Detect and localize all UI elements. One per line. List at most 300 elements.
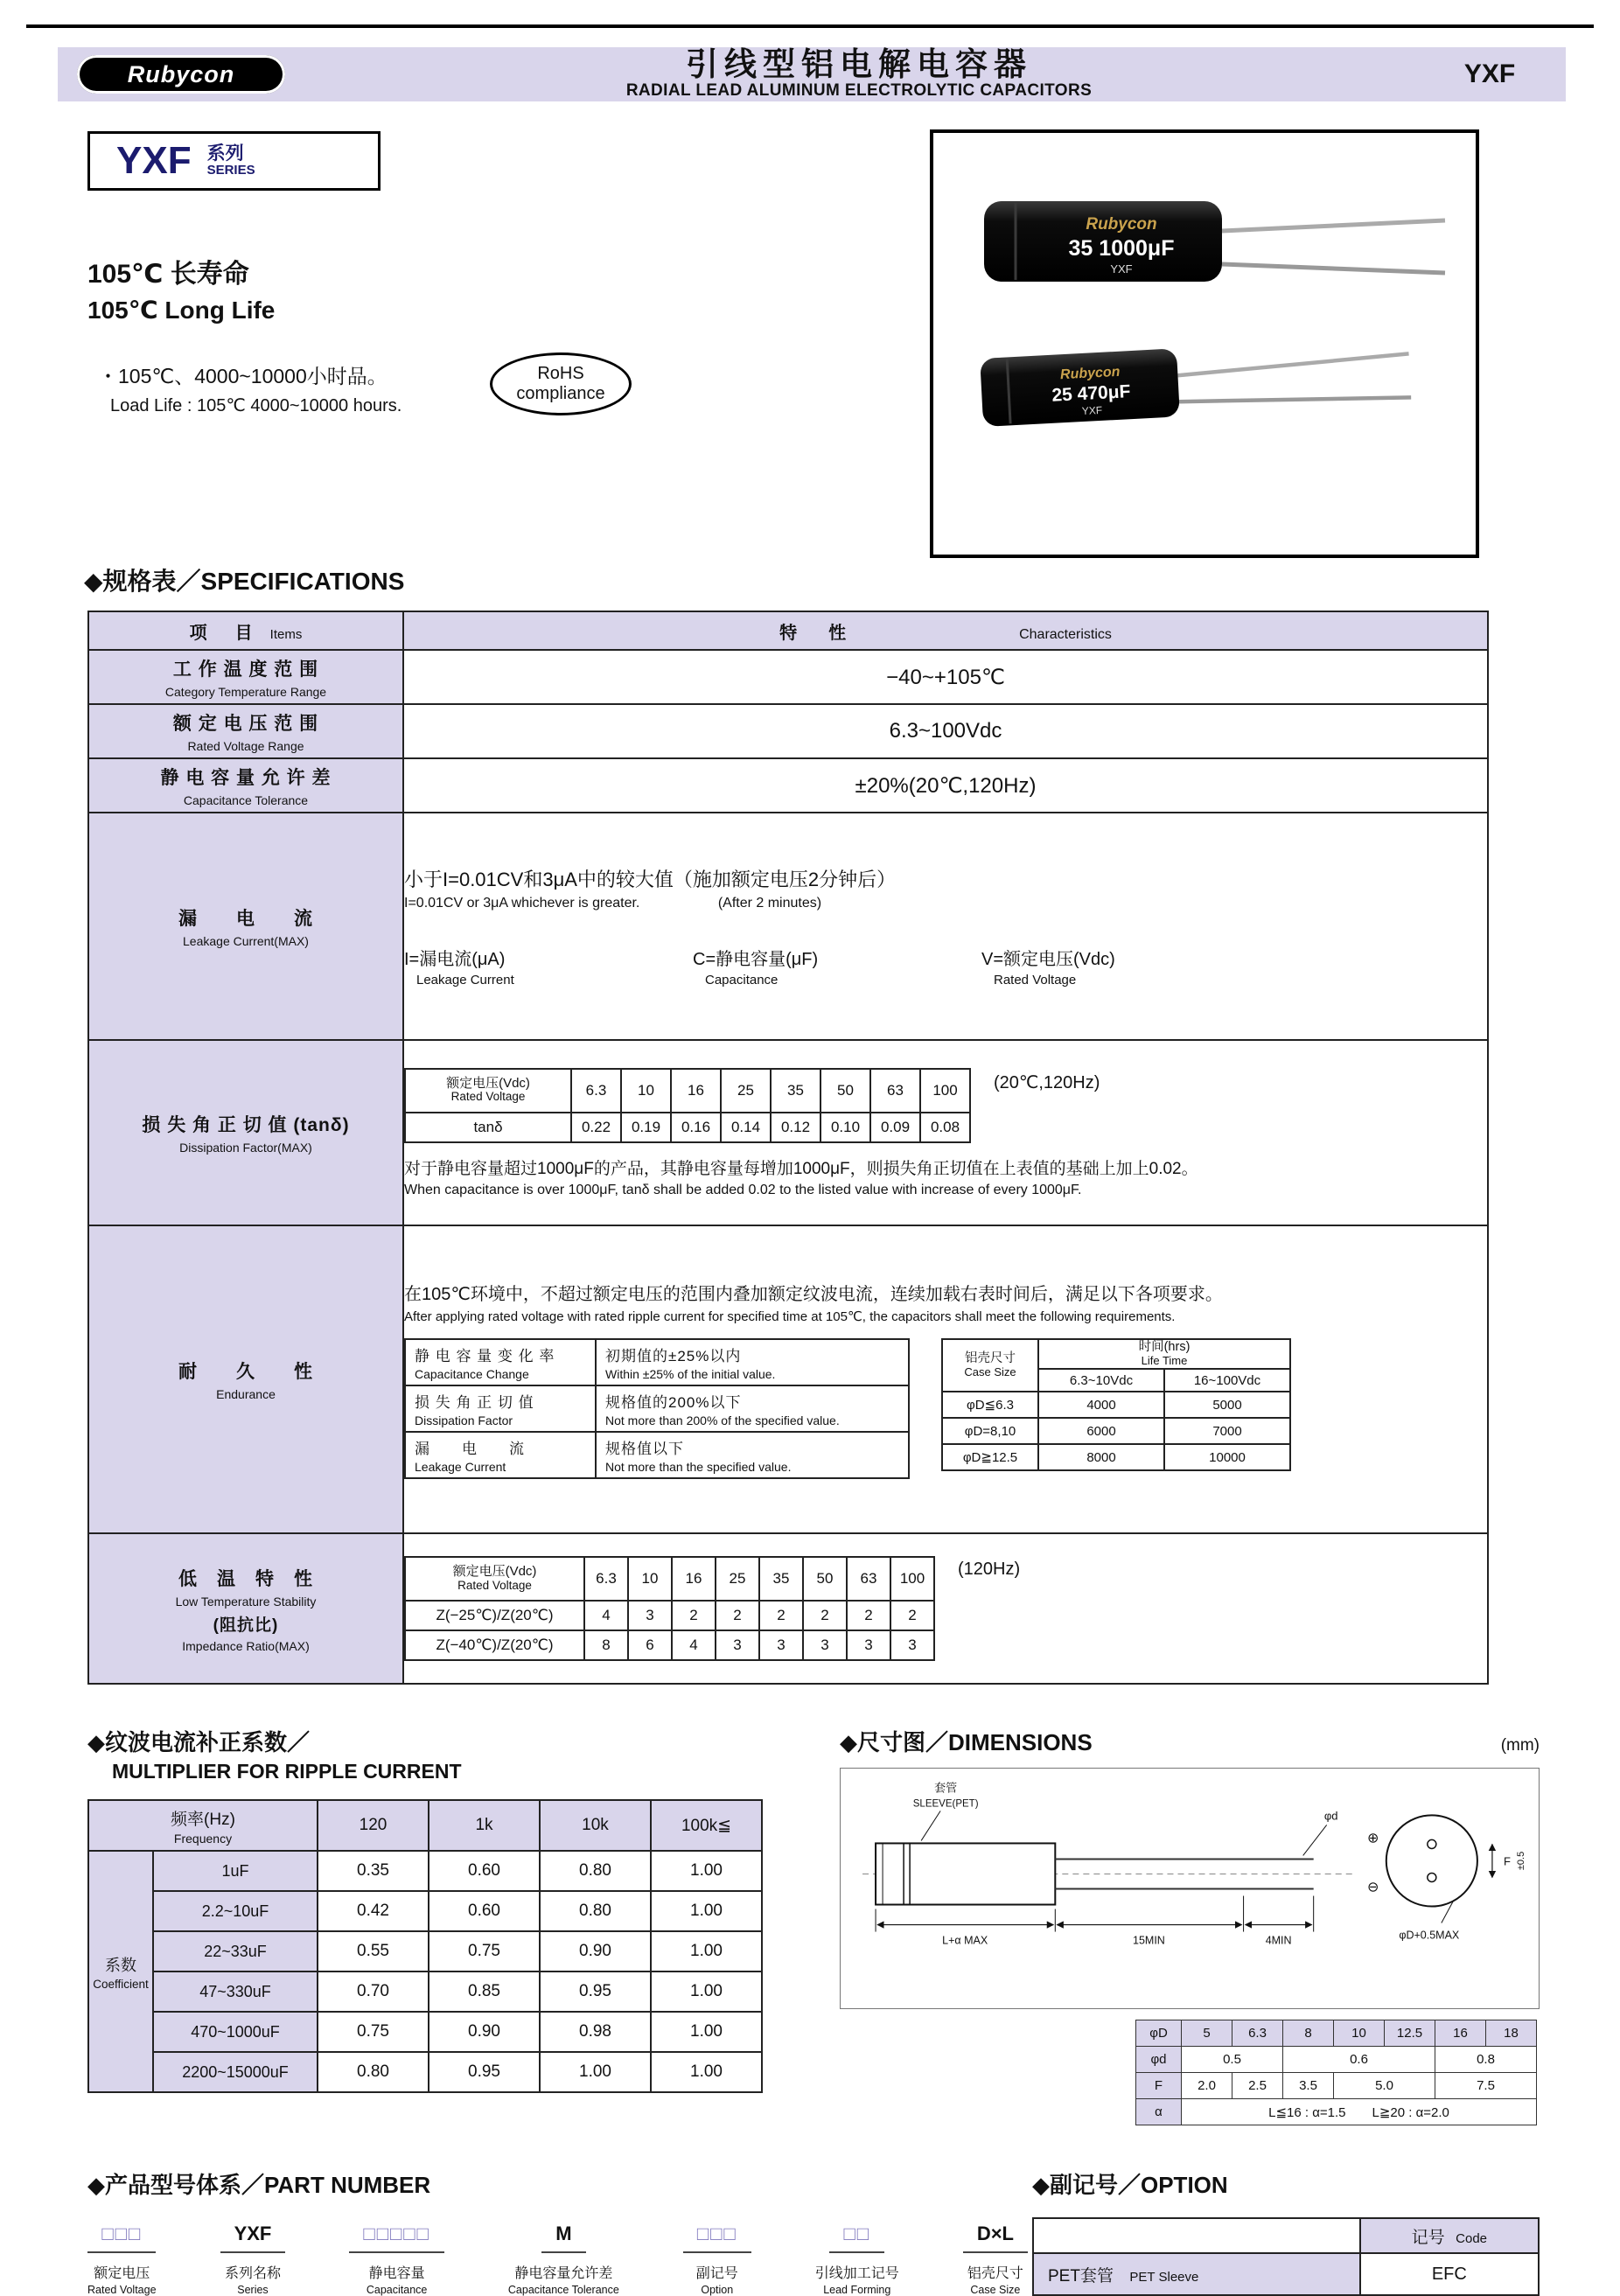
series-name: YXF (116, 139, 192, 182)
diameter-value: 18 (1486, 2020, 1537, 2047)
multiplier-value: 1.00 (651, 1931, 762, 1971)
item-label-en: Dissipation Factor(MAX) (179, 1141, 312, 1155)
option-code-value: EFC (1360, 2253, 1539, 2295)
impedance-table (404, 1556, 935, 1661)
lead-hole-positive (1428, 1839, 1436, 1848)
endurance-intro-en: After applying rated voltage with rated ripple current for specified time at 105℃, the capacitors shall meet the following requirements. (404, 1309, 1176, 1324)
header (58, 47, 1566, 101)
rohs-line2: compliance (516, 384, 605, 403)
cap2-rating: 25 470μF (1051, 381, 1131, 406)
z25-value: 2 (803, 1601, 847, 1630)
segment-code: D×L (963, 2223, 1028, 2253)
series-label-cn: 系列 (206, 143, 244, 164)
multiplier-value: 0.98 (540, 2012, 651, 2052)
criteria-cn: 漏 电 流 (415, 1441, 525, 1457)
table-row (942, 1392, 1290, 1418)
segment-code: □□□□□ (349, 2223, 443, 2253)
rated-voltage-cn: 额定电压(Vdc) (452, 1564, 537, 1580)
legend-current-cn: I=漏电流(μA) (404, 950, 506, 969)
multiplier-value: 0.75 (318, 2012, 429, 2052)
z25-value: 2 (716, 1601, 759, 1630)
criteria-en: Capacitance Change (415, 1367, 529, 1381)
page-title-en: RADIAL LEAD ALUMINUM ELECTROLYTIC CAPACITORS (625, 81, 1093, 101)
life-block (87, 252, 275, 325)
frequency-col: 10k (540, 1800, 651, 1851)
tan-delta-label: tanδ (405, 1113, 571, 1142)
lead-dia-label: φd (1136, 2047, 1182, 2073)
capacitor-photo (933, 133, 1476, 555)
lead-dia-value: 0.5 (1182, 2047, 1283, 2073)
criteria-label (405, 1432, 596, 1478)
rated-voltage-en: Rated Voltage (457, 1578, 532, 1592)
alpha-label: α (1136, 2099, 1182, 2125)
spec-item-voltage (88, 704, 403, 758)
z25-value: 2 (890, 1601, 934, 1630)
criteria-value-en: Not more than 200% of the specified value. (605, 1413, 840, 1427)
spec-value-temperature: −40~+105℃ (403, 650, 1488, 704)
criteria-label (405, 1385, 596, 1432)
multiplier-value: 0.60 (429, 1891, 540, 1931)
item-label-cn: 低 温 特 性 (178, 1568, 313, 1589)
part-number-heading: ◆产品型号体系／PART NUMBER (87, 2172, 431, 2198)
tan-value: 0.14 (721, 1113, 771, 1142)
segment-label-cn: 副记号 (695, 2266, 738, 2281)
part-number-section (87, 2167, 1028, 2296)
life-hours: 4000 (1038, 1392, 1164, 1418)
legend-voltage-cn: V=额定电压(Vdc) (981, 950, 1115, 969)
pitch-value: 7.5 (1435, 2073, 1537, 2099)
segment-code: YXF (220, 2223, 286, 2253)
z40-value: 3 (803, 1630, 847, 1660)
cap1-lead-bottom (1222, 264, 1445, 273)
sleeve-label-en: SLEEVE(PET) (912, 1798, 979, 1810)
legend-capacitance-cn: C=静电容量(μF) (693, 950, 819, 969)
diameter-value: 10 (1334, 2020, 1385, 2047)
voltage-col: 10 (628, 1557, 672, 1601)
frequency-header (88, 1800, 318, 1851)
sleeve-cn: PET套管 (1048, 2266, 1114, 2286)
lead-hole-negative (1428, 1873, 1436, 1881)
option-sleeve-cell (1033, 2253, 1360, 2295)
dissipation-note-cn: 对于静电容量超过1000μF的产品，其静电容量每增加1000μF，则损失角正切值在上表值的基础上加上0.02。 (404, 1159, 1198, 1178)
sleeve-label-cn: 套管 (934, 1781, 958, 1795)
criteria-value-cn: 规格值以下 (605, 1441, 684, 1457)
coefficient-cn: 系数 (105, 1956, 136, 1974)
dimensions-diagram-box (840, 1768, 1540, 2009)
z40-value: 6 (628, 1630, 672, 1660)
tan-value: 0.22 (571, 1113, 621, 1142)
min4-label: 4MIN (1265, 1934, 1292, 1947)
alpha-value: L≦16 : α=1.5 L≧20 : α=2.0 (1182, 2099, 1537, 2125)
segment-label-cn: 铝壳尺寸 (967, 2266, 1023, 2281)
lead-diameter-label: φd (1323, 1809, 1338, 1823)
z40-value: 3 (847, 1630, 890, 1660)
legend-current (404, 945, 693, 987)
table-row (1033, 2218, 1539, 2253)
segment-series (220, 2223, 286, 2296)
z40-label: Z(−40℃)/Z(20℃) (405, 1630, 584, 1660)
voltage-col: 16 (672, 1557, 716, 1601)
frequency-cn: 频率(Hz) (171, 1810, 235, 1829)
tan-value: 0.16 (671, 1113, 721, 1142)
spec-item-tolerance (88, 758, 403, 813)
spec-item-lowtemp (88, 1533, 403, 1684)
item-label-cn: 额 定 电 压 范 围 (172, 714, 319, 734)
cap2-lead-bottom (1179, 389, 1411, 409)
cap1-series: YXF (1110, 262, 1133, 276)
segment-label-cn: 静电容量允许差 (514, 2266, 613, 2281)
z25-value: 3 (628, 1601, 672, 1630)
voltage-col: 63 (870, 1069, 920, 1113)
spec-row-dissipation (88, 1040, 1488, 1225)
voltage-band-1: 6.3~10Vdc (1038, 1369, 1164, 1392)
multiplier-value: 0.35 (318, 1851, 429, 1891)
criteria-value-cn: 初期值的±25%以内 (605, 1348, 742, 1364)
life-hours: 8000 (1038, 1444, 1164, 1470)
spec-row-temperature (88, 650, 1488, 704)
tan-value: 0.12 (771, 1113, 820, 1142)
case-size-en: Case Size (964, 1364, 1016, 1378)
diameter-value: 12.5 (1385, 2020, 1435, 2047)
segment-lead-forming (815, 2223, 899, 2296)
voltage-col: 35 (771, 1069, 820, 1113)
spec-row-leakage (88, 813, 1488, 1040)
cap2-series: YXF (1081, 403, 1103, 418)
case-size-cn: 铝壳尺寸 (965, 1351, 1016, 1365)
legend-capacitance (693, 945, 981, 987)
life-cn: 105℃ 长寿命 (87, 260, 249, 289)
spec-header-items (88, 611, 403, 650)
z25-value: 2 (672, 1601, 716, 1630)
spec-value-lowtemp (403, 1533, 1488, 1684)
sleeve-en: PET Sleeve (1129, 2269, 1199, 2285)
diameter-max-label: φD+0.5MAX (1399, 1929, 1460, 1942)
multiplier-value: 0.42 (318, 1891, 429, 1931)
item-label-cn: 工 作 温 度 范 围 (172, 659, 319, 680)
multiplier-value: 1.00 (651, 2052, 762, 2092)
criteria-value-en: Within ±25% of the initial value. (605, 1367, 776, 1381)
spec-item-leakage (88, 813, 403, 1040)
voltage-col: 63 (847, 1557, 890, 1601)
rated-voltage-en: Rated Voltage (450, 1090, 526, 1104)
leakage-rule-en (404, 896, 1487, 911)
diameter-value: 8 (1283, 2020, 1334, 2047)
spec-header-characteristics (403, 611, 1488, 650)
lead-dia-value: 0.6 (1283, 2047, 1435, 2073)
spec-header-row (88, 611, 1488, 650)
specifications-table (87, 611, 1489, 1685)
table-row (942, 1418, 1290, 1444)
voltage-col: 35 (759, 1557, 803, 1601)
sleeve-leader (921, 1811, 940, 1840)
diameter-value: 16 (1435, 2020, 1486, 2047)
segment-label-cn: 额定电压 (94, 2266, 150, 2281)
capacitor-1 (984, 201, 1445, 282)
rated-voltage-header (405, 1069, 571, 1113)
tan-value: 0.10 (820, 1113, 870, 1142)
segment-label-en: Option (701, 2284, 734, 2296)
table-row (88, 1851, 762, 1891)
life-time-header (1038, 1339, 1290, 1369)
table-row (88, 2052, 762, 2092)
spec-value-endurance (403, 1225, 1488, 1533)
multiplier-value: 1.00 (651, 1891, 762, 1931)
item-label-cn2: (阻抗比) (213, 1616, 279, 1635)
life-time-en: Life Time (1141, 1353, 1188, 1367)
diameter-label: φD (1136, 2020, 1182, 2047)
minus-symbol: ⊖ (1367, 1879, 1379, 1895)
table-row (1136, 2047, 1537, 2073)
legend-voltage-en: Rated Voltage (994, 973, 1077, 987)
segment-code: □□ (829, 2223, 884, 2253)
capacitance-range: 2.2~10uF (153, 1891, 318, 1931)
spec-row-voltage (88, 704, 1488, 758)
dissipation-condition: (20℃,120Hz) (994, 1072, 1100, 1092)
pitch-value: 3.5 (1283, 2073, 1334, 2099)
table-row (942, 1444, 1290, 1470)
multiplier-value: 0.95 (540, 1971, 651, 2012)
z40-value: 8 (584, 1630, 628, 1660)
multiplier-value: 0.75 (429, 1931, 540, 1971)
part-number-segments (87, 2223, 1028, 2296)
plus-symbol: ⊕ (1367, 1830, 1379, 1846)
voltage-col: 6.3 (584, 1557, 628, 1601)
voltage-col: 50 (820, 1069, 870, 1113)
lead-diameter-leader (1303, 1825, 1327, 1855)
cap2-brand: Rubycon (1059, 364, 1121, 383)
z25-value: 2 (847, 1601, 890, 1630)
multiplier-value: 0.60 (429, 1851, 540, 1891)
ripple-section (87, 1725, 779, 2093)
capacitance-range: 2200~15000uF (153, 2052, 318, 2092)
rubycon-logo (77, 55, 285, 94)
logo-text: Rubycon (127, 60, 235, 87)
life-hours: 7000 (1164, 1418, 1290, 1444)
segment-case-size (963, 2223, 1028, 2296)
option-blank-cell (1033, 2218, 1360, 2253)
items-label-cn: 项 目 (189, 623, 258, 643)
rohs-line1: RoHS (537, 364, 584, 383)
series-box (87, 131, 381, 191)
spec-item-dissipation (88, 1040, 403, 1225)
endurance-criteria-table (404, 1338, 910, 1479)
segment-code: M (541, 2223, 585, 2253)
multiplier-value: 0.55 (318, 1931, 429, 1971)
item-label-cn: 漏 电 流 (178, 909, 313, 929)
ripple-heading-cn: ◆纹波电流补正系数／ (87, 1729, 310, 1755)
life-hours: 6000 (1038, 1418, 1164, 1444)
f-label: F (1503, 1854, 1511, 1868)
item-label-en: Low Temperature Stability (175, 1594, 317, 1609)
segment-rated-voltage (87, 2223, 157, 2296)
voltage-col: 50 (803, 1557, 847, 1601)
specifications-heading: ◆规格表／SPECIFICATIONS (84, 568, 405, 595)
dissipation-table (404, 1068, 971, 1143)
tan-value: 0.09 (870, 1113, 920, 1142)
legend-voltage (981, 945, 1115, 987)
multiplier-value: 1.00 (651, 1971, 762, 2012)
rohs-badge (490, 352, 632, 415)
cap2-lead-top (1177, 353, 1409, 375)
frequency-col: 120 (318, 1800, 429, 1851)
criteria-cn: 损 失 角 正 切 值 (415, 1394, 534, 1411)
segment-option (683, 2223, 751, 2296)
voltage-col: 100 (920, 1069, 970, 1113)
table-row (1136, 2073, 1537, 2099)
cap1-brand: Rubycon (1086, 215, 1157, 234)
capacitance-range: 1uF (153, 1851, 318, 1891)
item-label-en: Category Temperature Range (164, 685, 327, 699)
voltage-col: 25 (716, 1557, 759, 1601)
segment-code: □□□ (87, 2223, 156, 2253)
capacitance-range: 22~33uF (153, 1931, 318, 1971)
spec-row-tolerance (88, 758, 1488, 813)
criteria-value-cn: 规格值的200%以下 (605, 1394, 742, 1411)
ripple-table (87, 1799, 763, 2093)
case-size-header (942, 1339, 1038, 1392)
table-row (405, 1432, 909, 1478)
table-row (88, 1891, 762, 1931)
multiplier-value: 0.85 (429, 1971, 540, 2012)
f-tolerance: ±0.5 (1515, 1851, 1526, 1871)
option-code-header (1360, 2218, 1539, 2253)
segment-label-en: Lead Forming (823, 2284, 891, 2296)
ripple-heading-en: MULTIPLIER FOR RIPPLE CURRENT (112, 1760, 462, 1783)
diameter-value: 5 (1182, 2020, 1232, 2047)
lead-dia-value: 0.8 (1435, 2047, 1537, 2073)
table-row (88, 1800, 762, 1851)
length-max-label: L+α MAX (942, 1934, 988, 1947)
items-label-en: Items (269, 626, 303, 642)
header-series-code: YXF (1463, 59, 1516, 88)
page-title-cn: 引线型铝电解电容器 (686, 45, 1032, 82)
capacitor-body-outline (876, 1843, 1055, 1904)
multiplier-value: 0.70 (318, 1971, 429, 2012)
rated-voltage-header (405, 1557, 584, 1601)
segment-capacitance (349, 2223, 443, 2296)
voltage-col: 25 (721, 1069, 771, 1113)
voltage-col: 16 (671, 1069, 721, 1113)
spec-value-tolerance: ±20%(20℃,120Hz) (403, 758, 1488, 813)
legend-capacitance-en: Capacitance (705, 973, 779, 987)
voltage-band-2: 16~100Vdc (1164, 1369, 1290, 1392)
leakage-legend (404, 945, 1487, 987)
spec-row-endurance (88, 1225, 1488, 1533)
segment-label-cn: 静电容量 (368, 2266, 425, 2281)
frequency-en: Frequency (173, 1831, 233, 1846)
table-row (88, 2012, 762, 2052)
criteria-en: Leakage Current (415, 1460, 506, 1474)
series-sub (207, 144, 255, 178)
voltage-col: 6.3 (571, 1069, 621, 1113)
top-rule (26, 24, 1594, 28)
capacitor-2 (980, 336, 1411, 427)
table-row (1136, 2020, 1537, 2047)
segment-label-en: Series (237, 2284, 269, 2296)
load-life-block (98, 360, 402, 416)
pitch-value: 2.0 (1182, 2073, 1232, 2099)
voltage-col: 100 (890, 1557, 934, 1601)
item-label-cn: 损 失 角 正 切 值 (tanδ) (142, 1115, 350, 1135)
dissipation-note-en: When capacitance is over 1000μF, tanδ shall be added 0.02 to the listed value with increase of every 1000μF. (404, 1182, 1082, 1197)
multiplier-value: 0.80 (540, 1851, 651, 1891)
life-time-cn: 时间(hrs) (1138, 1340, 1191, 1354)
segment-label-en: Capacitance Tolerance (507, 2284, 619, 2296)
multiplier-value: 1.00 (651, 1851, 762, 1891)
table-row (88, 1931, 762, 1971)
end-view-circle (1386, 1815, 1477, 1906)
table-row (1033, 2253, 1539, 2295)
spec-value-leakage (403, 813, 1488, 1040)
header-title-block (285, 45, 1433, 101)
z40-value: 3 (890, 1630, 934, 1660)
leakage-after-2min: (After 2 minutes) (717, 896, 822, 911)
item-label-en2: Impedance Ratio(MAX) (182, 1638, 310, 1653)
item-label-cn: 耐 久 性 (178, 1362, 313, 1382)
leakage-rule-cn: 小于I=0.01CV和3μA中的较大值（施加额定电压2分钟后） (404, 869, 897, 890)
z25-label: Z(−25℃)/Z(20℃) (405, 1601, 584, 1630)
segment-tolerance (508, 2223, 619, 2296)
table-row (942, 1339, 1290, 1369)
spec-row-lowtemp (88, 1533, 1488, 1684)
series-label-en: SERIES (206, 163, 255, 178)
criteria-value (596, 1432, 909, 1478)
option-section (1032, 2167, 1540, 2296)
spec-item-endurance (88, 1225, 403, 1533)
frequency-col: 1k (429, 1800, 540, 1851)
dimensions-heading: ◆尺寸图／DIMENSIONS (840, 1729, 1093, 1755)
pitch-label: F (1136, 2073, 1182, 2099)
cap1-lead-top (1222, 220, 1445, 231)
multiplier-value: 0.80 (540, 1891, 651, 1931)
segment-label-cn: 引线加工记号 (814, 2266, 899, 2281)
dimensions-unit: (mm) (1500, 1736, 1540, 1755)
dimension-table (1135, 2020, 1537, 2125)
rated-voltage-cn: 额定电压(Vdc) (446, 1075, 530, 1091)
pitch-value: 5.0 (1334, 2073, 1435, 2099)
multiplier-value: 0.95 (429, 2052, 540, 2092)
multiplier-value: 0.90 (429, 2012, 540, 2052)
capacitance-range: 470~1000uF (153, 2012, 318, 2052)
dimensions-diagram (841, 1769, 1539, 2008)
life-hours: 5000 (1164, 1392, 1290, 1418)
criteria-cn: 静 电 容 量 变 化 率 (415, 1348, 555, 1364)
table-row (1136, 2099, 1537, 2125)
spec-item-temperature (88, 650, 403, 704)
segment-label-en: Case Size (970, 2284, 1021, 2296)
table-row (405, 1339, 909, 1385)
option-table (1032, 2217, 1540, 2296)
capacitor-photo-box (930, 129, 1479, 558)
diameter-value: 6.3 (1232, 2020, 1283, 2047)
z40-value: 3 (759, 1630, 803, 1660)
criteria-value-en: Not more than the specified value. (605, 1460, 792, 1474)
z25-value: 4 (584, 1601, 628, 1630)
case-size: φD≦6.3 (942, 1392, 1038, 1418)
load-life-cn: ・105℃、4000~10000小时品。 (98, 365, 388, 387)
endurance-intro-cn: 在105℃环境中，不超过额定电压的范围内叠加额定纹波电流，连续加载右表时间后，满足以下各项要求。 (404, 1285, 1223, 1304)
item-label-cn: 静 电 容 量 允 许 差 (160, 768, 332, 788)
coefficient-header (88, 1851, 153, 2092)
lowtemp-condition: (120Hz) (958, 1560, 1021, 1579)
coefficient-en: Coefficient (93, 1977, 149, 1991)
capacitance-range: 47~330uF (153, 1971, 318, 2012)
option-heading: ◆副记号／OPTION (1032, 2172, 1228, 2198)
life-hours: 10000 (1164, 1444, 1290, 1470)
cap1-rating: 35 1000μF (1068, 236, 1175, 261)
spec-value-voltage: 6.3~100Vdc (403, 704, 1488, 758)
criteria-label (405, 1339, 596, 1385)
